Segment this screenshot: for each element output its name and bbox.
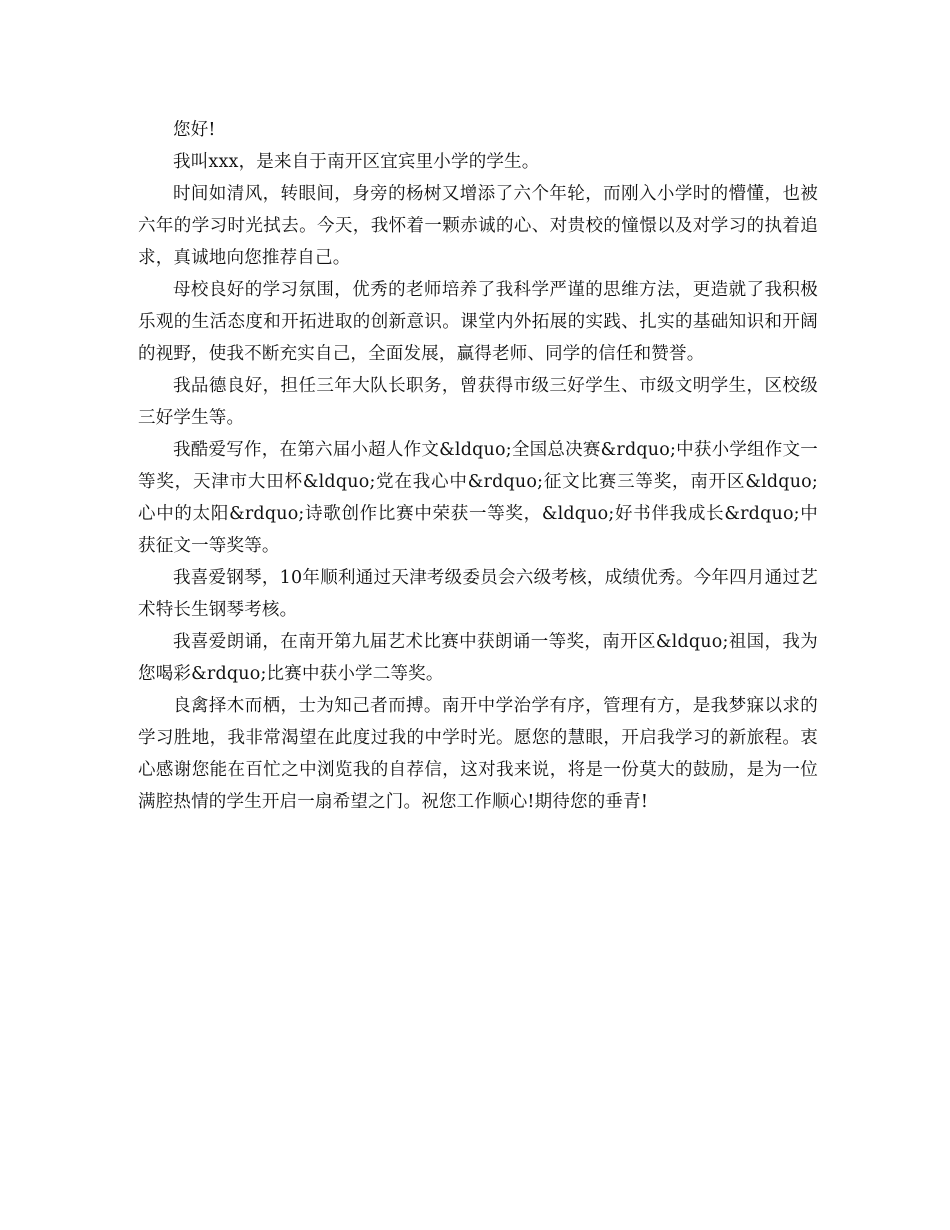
paragraph-writing: 我酷爱写作，在第六届小超人作文&ldquo;全国总决赛&rdquo;中获小学组作文一等奖，天津市大田杯&ldquo;党在我心中&rdquo;征文比赛三等奖，南开区&ldquo;心中的太阳&rdquo;诗歌创作比赛中荣获一等奖，&ldquo;好书伴我成长&rdquo;中获征文一等奖等。 [138,440,818,556]
letter-body [138,114,818,818]
paragraph-recitation: 我喜爱朗诵，在南开第九届艺术比赛中获朗诵一等奖，南开区&ldquo;祖国，我为您喝彩&rdquo;比赛中获小学二等奖。 [138,632,818,684]
paragraph-school: 母校良好的学习氛围，优秀的老师培养了我科学严谨的思维方法，更造就了我积极乐观的生活态度和开拓进取的创新意识。课堂内外拓展的实践、扎实的基础知识和开阔的视野，使我不断充实自己，全面发展，赢得老师、同学的信任和赞誉。 [138,280,818,364]
paragraph-time: 时间如清风，转眼间，身旁的杨树又增添了六个年轮，而刚入小学时的懵懂，也被六年的学习时光拭去。今天，我怀着一颗赤诚的心、对贵校的憧憬以及对学习的执着追求，真诚地向您推荐自己。 [138,184,818,268]
letter-greeting: 您好! [173,120,216,140]
paragraph-closing: 良禽择木而栖，士为知己者而搏。南开中学治学有序，管理有方，是我梦寐以求的学习胜地，我非常渴望在此度过我的中学时光。愿您的慧眼，开启我学习的新旅程。衷心感谢您能在百忙之中浏览我的自荐信，这对我来说，将是一份莫大的鼓励，是为一位满腔热情的学生开启一扇希望之门。祝您工作顺心!期待您的垂青! [138,696,818,812]
paragraph-intro: 我叫xxx，是来自于南开区宜宾里小学的学生。 [173,152,540,172]
paragraph-piano: 我喜爱钢琴，10年顺利通过天津考级委员会六级考核，成绩优秀。今年四月通过艺术特长生钢琴考核。 [138,568,818,620]
paragraph-character: 我品德良好，担任三年大队长职务，曾获得市级三好学生、市级文明学生，区校级三好学生等。 [138,376,818,428]
